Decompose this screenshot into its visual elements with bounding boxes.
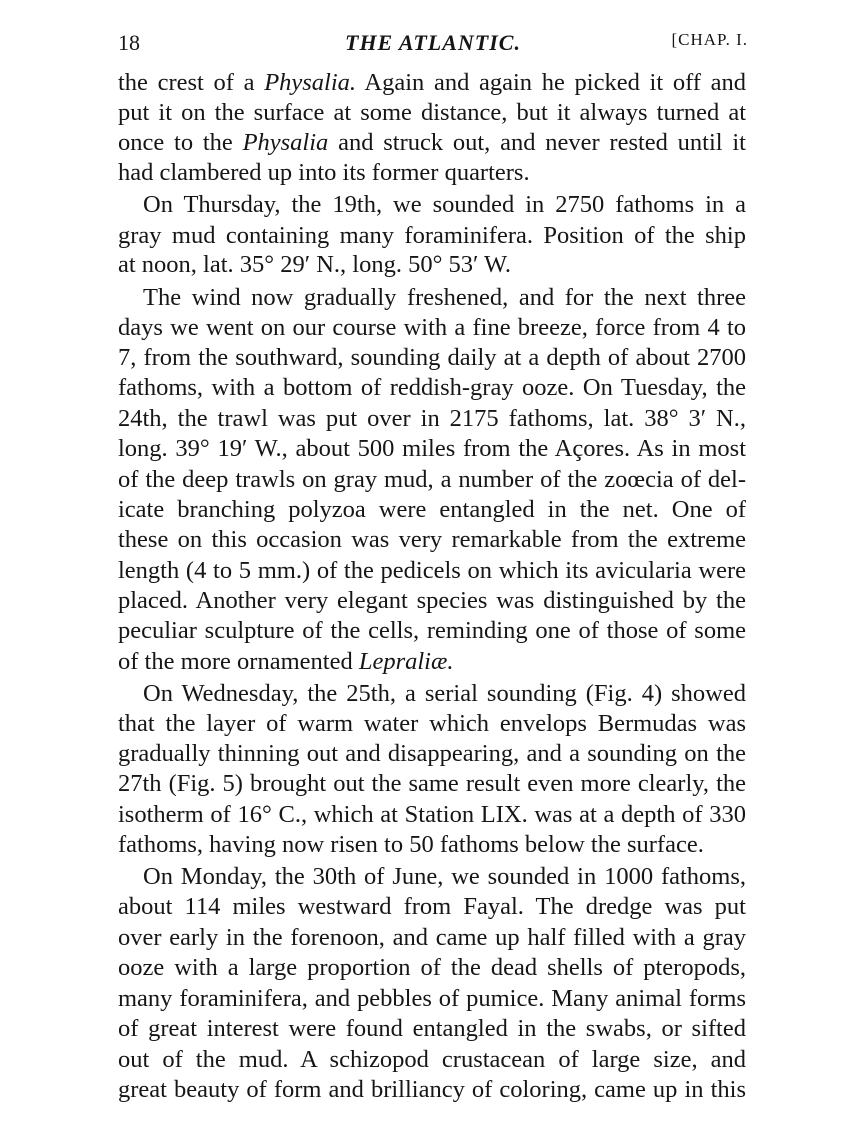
text-line (118, 923, 746, 953)
page-header (118, 30, 748, 60)
text-line (118, 404, 746, 434)
text-line (118, 739, 746, 769)
text-run: of great interest were found entangled in the swabs, or sifted (118, 1015, 746, 1042)
text-line (118, 465, 746, 495)
text-run: at noon, lat. 35° 29′ N., long. 50° 53′ W. (118, 251, 512, 278)
text-run: isotherm of 16° C., which at Station LIX. was at a depth of 330 (118, 801, 746, 828)
text-line (118, 800, 746, 830)
text-run: of the more ornamented (118, 648, 359, 675)
text-run: On Wednesday, the 25th, a serial sounding (Fig. 4) showed (143, 680, 746, 707)
text-run: 27th (Fig. 5) brought out the same result even more clearly, the (118, 770, 746, 797)
text-run: 7, from the southward, sounding daily at a depth of about 2700 (118, 344, 746, 371)
text-line (118, 830, 746, 860)
text-line (118, 953, 746, 983)
text-line (143, 679, 746, 709)
text-line (118, 1014, 746, 1044)
text-line (118, 343, 746, 373)
italic-term: Physalia (242, 129, 329, 156)
text-run: placed. Another very elegant species was distinguished by the (118, 587, 746, 614)
text-run: fathoms, having now risen to 50 fathoms below the surface. (118, 831, 704, 858)
text-run: of the deep trawls on gray mud, a number of the zoœcia of del- (118, 466, 746, 493)
text-line (118, 313, 746, 343)
text-line (143, 283, 746, 313)
text-run: and struck out, and never rested until it (328, 129, 746, 156)
text-run: once to the (118, 129, 243, 156)
text-line (118, 616, 746, 646)
text-line (118, 158, 746, 188)
page-number: 18 (118, 30, 140, 55)
text-line (118, 250, 746, 280)
text-run: gray mud containing many foraminifera. Position of the ship (118, 222, 746, 249)
text-run: gradually thinning out and disappearing, and a sounding on the (118, 740, 746, 767)
text-run: days we went on our course with a fine breeze, force from 4 to (118, 314, 746, 341)
text-line (118, 1075, 746, 1105)
text-run: ooze with a large proportion of the dead shells of pteropods, (118, 954, 746, 981)
text-line (118, 525, 746, 555)
text-run: put it on the surface at some distance, but it always turned at (118, 99, 746, 126)
text-run: On Monday, the 30th of June, we sounded in 1000 fathoms, (143, 863, 746, 890)
text-run: Again and again he picked it off and (356, 69, 746, 96)
text-run: great beauty of form and brilliancy of coloring, came up in this (118, 1076, 746, 1103)
text-line (118, 586, 746, 616)
text-run: On Thursday, the 19th, we sounded in 2750 fathoms in a (143, 191, 746, 218)
chapter-reference: [CHAP. I. (671, 30, 748, 49)
text-run: that the layer of warm water which envelops Bermudas was (118, 710, 746, 737)
text-line (118, 373, 746, 403)
text-line (143, 190, 746, 220)
text-line (118, 892, 746, 922)
text-run: long. 39° 19′ W., about 500 miles from the Açores. As in most (118, 435, 746, 462)
text-line (118, 495, 746, 525)
text-line (118, 68, 746, 98)
text-line (118, 98, 746, 128)
text-run: The wind now gradually freshened, and for the next three (143, 284, 746, 311)
text-line (118, 221, 746, 251)
text-run: about 114 miles westward from Fayal. The dredge was put (118, 893, 746, 920)
italic-term: Physalia. (264, 69, 357, 96)
text-run: 24th, the trawl was put over in 2175 fathoms, lat. 38° 3′ N., (118, 405, 746, 432)
text-line (118, 556, 746, 586)
text-line (118, 709, 746, 739)
text-line (118, 128, 746, 158)
text-run: over early in the forenoon, and came up half filled with a gray (118, 924, 746, 951)
text-run: length (4 to 5 mm.) of the pedicels on which its avicularia were (118, 557, 746, 584)
italic-term: Lepraliæ. (358, 648, 454, 675)
text-run: icate branching polyzoa were entangled in the net. One of (118, 496, 746, 523)
text-line (143, 862, 746, 892)
text-run: fathoms, with a bottom of reddish-gray ooze. On Tuesday, the (118, 374, 746, 401)
text-line (118, 984, 746, 1014)
text-line (118, 647, 746, 677)
text-run: out of the mud. A schizopod crustacean of large size, and (118, 1046, 746, 1073)
text-line (118, 434, 746, 464)
text-run: many foraminifera, and pebbles of pumice. Many animal forms (118, 985, 746, 1012)
text-line (118, 1045, 746, 1075)
running-title: THE ATLANTIC. (345, 30, 521, 55)
text-run: the crest of a (118, 69, 265, 96)
text-run: had clambered up into its former quarters. (118, 159, 530, 186)
text-run: peculiar sculpture of the cells, reminding one of those of some (118, 617, 746, 644)
text-line (118, 769, 746, 799)
text-run: these on this occasion was very remarkable from the extreme (118, 526, 746, 553)
